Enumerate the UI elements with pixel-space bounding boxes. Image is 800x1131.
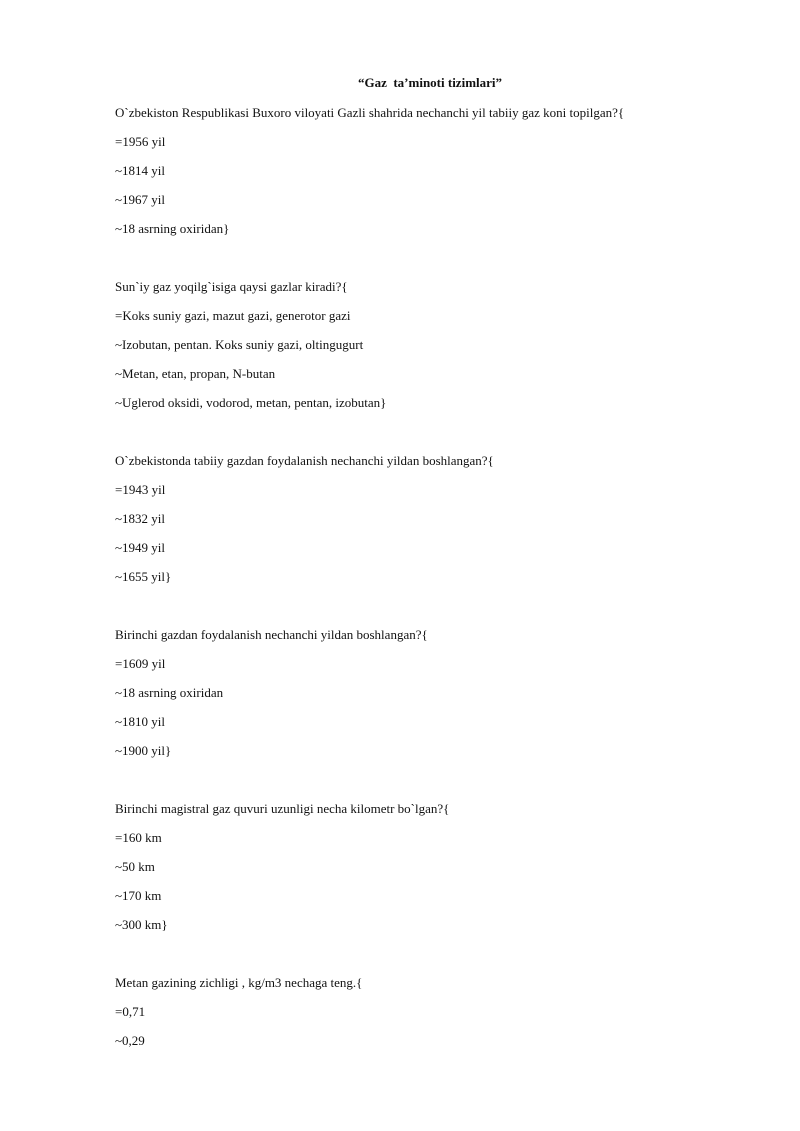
answer-option: =1609 yil [115,656,166,671]
answer-option: ~1832 yil [115,511,166,526]
question-separator [115,772,755,801]
answer-option: =1943 yil [115,482,166,497]
question-text: Metan gazining zichligi , kg/m3 nechaga teng.{ [115,975,363,990]
answer-option: =1956 yil [115,134,166,149]
answer-option: ~1814 yil [115,163,166,178]
question-block-6 [115,975,755,1049]
question-block-2 [115,279,755,411]
answer-option: =160 km [115,830,162,845]
question-text: O`zbekiston Respublikasi Buxoro viloyati Gazli shahrida nechanchi yil tabiiy gaz koni topilgan?{ [115,105,625,120]
answer-option: ~170 km [115,888,162,903]
question-separator [115,250,755,279]
answer-option: ~1967 yil [115,192,166,207]
answer-option: ~Metan, etan, propan, N-butan [115,366,276,381]
answer-option: =0,71 [115,1004,146,1019]
answer-option: ~18 asrning oxiridan [115,685,224,700]
question-block-3 [115,453,755,585]
question-text: O`zbekistonda tabiiy gazdan foydalanish nechanchi yildan boshlangan?{ [115,453,494,468]
answer-option: ~Izobutan, pentan. Koks suniy gazi, oltingugurt [115,337,364,352]
answer-option: ~300 km} [115,917,168,932]
question-text: Birinchi magistral gaz quvuri uzunligi necha kilometr bo`lgan?{ [115,801,450,816]
answer-option: ~18 asrning oxiridan} [115,221,230,236]
answer-option: ~1655 yil} [115,569,172,584]
question-block-4 [115,627,755,759]
answer-option: =Koks suniy gazi, mazut gazi, generotor gazi [115,308,351,323]
question-separator [115,598,755,627]
question-separator [115,424,755,453]
question-text: Sun`iy gaz yoqilg`isiga qaysi gazlar kiradi?{ [115,279,348,294]
question-separator [115,946,755,975]
question-text: Birinchi gazdan foydalanish nechanchi yildan boshlangan?{ [115,627,428,642]
answer-option: ~1949 yil [115,540,166,555]
question-block-5 [115,801,755,933]
answer-option: ~Uglerod oksidi, vodorod, metan, pentan, izobutan} [115,395,387,410]
answer-option: ~1810 yil [115,714,166,729]
document-title: “Gaz ta’minoti tizimlari” [357,75,503,90]
question-list [115,105,755,1062]
question-block-1 [115,105,755,237]
answer-option: ~0,29 [115,1033,145,1048]
answer-option: ~50 km [115,859,155,874]
answer-option: ~1900 yil} [115,743,172,758]
